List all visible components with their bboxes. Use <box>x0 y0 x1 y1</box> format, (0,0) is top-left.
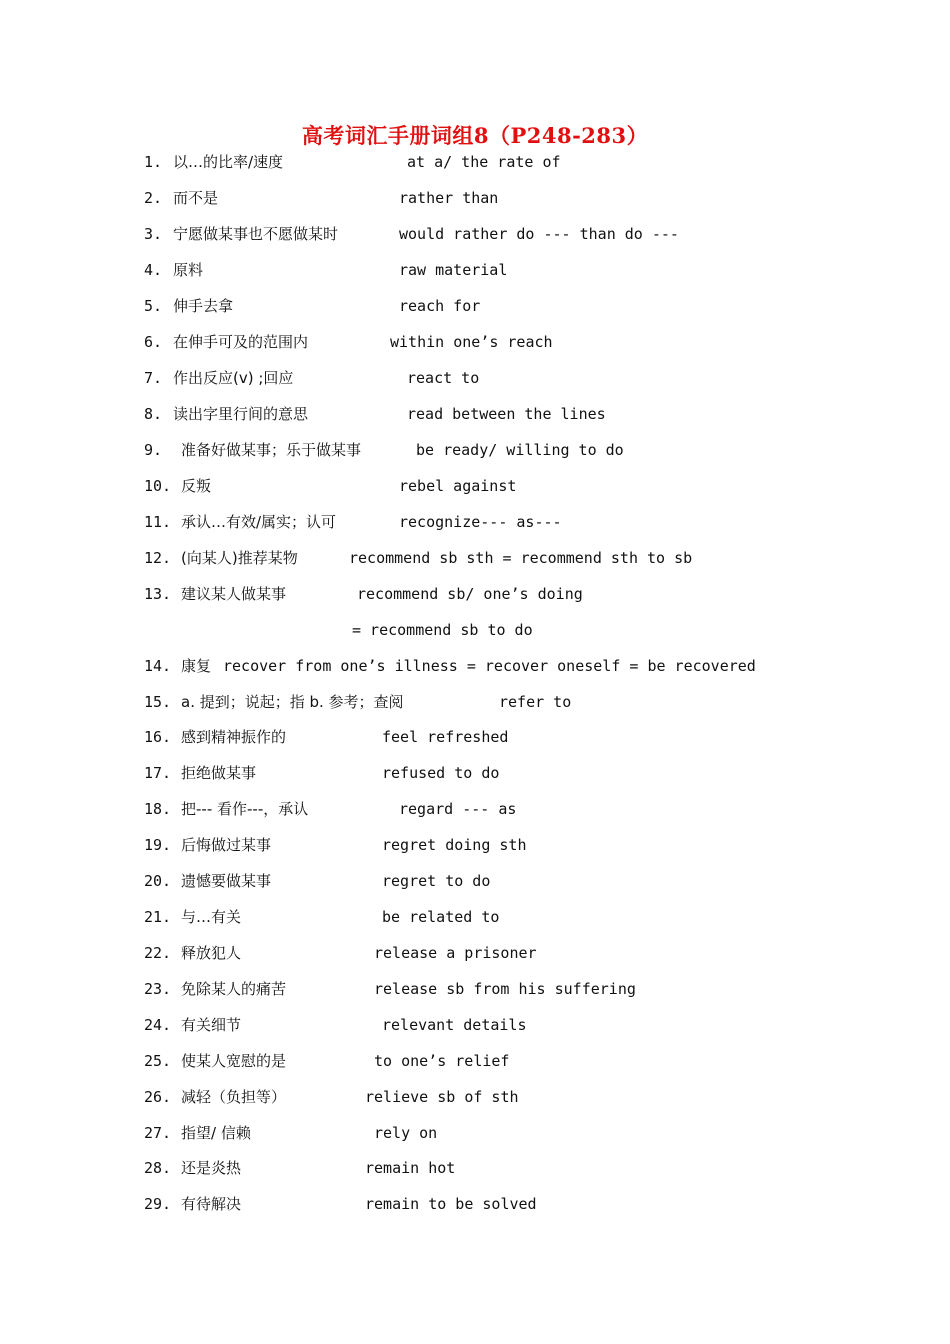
item-number: 16. <box>144 728 172 746</box>
chinese-meaning: 康复 <box>181 657 212 675</box>
item-number: 5. <box>144 297 163 315</box>
list-item <box>0 366 950 390</box>
list-item <box>0 222 950 246</box>
chinese-meaning: 释放犯人 <box>181 944 242 962</box>
item-number: 6. <box>144 333 163 351</box>
item-number: 4. <box>144 261 163 279</box>
english-phrase: relevant details <box>382 1016 527 1034</box>
chinese-meaning: 准备好做某事；乐于做某事 <box>181 441 362 459</box>
chinese-meaning: 有关细节 <box>181 1016 242 1034</box>
chinese-meaning: 作出反应(v) ;回应 <box>173 369 294 387</box>
item-number: 11. <box>144 513 172 531</box>
list-item <box>0 977 950 1001</box>
english-phrase: refer to <box>499 693 572 711</box>
list-item <box>0 1192 950 1216</box>
list-item <box>0 905 950 929</box>
item-number: 17. <box>144 764 172 782</box>
english-phrase: recover from one’s illness = recover oneself = be recovered <box>223 657 756 675</box>
list-item <box>0 1049 950 1073</box>
chinese-meaning: 与…有关 <box>181 908 242 926</box>
item-number: 27. <box>144 1124 172 1142</box>
chinese-meaning: 把--- 看作---，承认 <box>181 800 309 818</box>
english-phrase: rather than <box>399 189 499 207</box>
item-number: 22. <box>144 944 172 962</box>
english-phrase: refused to do <box>382 764 500 782</box>
english-phrase: be related to <box>382 908 500 926</box>
english-phrase: release sb from his suffering <box>374 980 636 998</box>
list-item <box>0 1013 950 1037</box>
list-item <box>0 258 950 282</box>
chinese-meaning: 而不是 <box>173 189 219 207</box>
english-phrase: = recommend sb to do <box>352 621 533 639</box>
list-item <box>0 546 950 570</box>
list-item <box>0 690 950 714</box>
item-number: 25. <box>144 1052 172 1070</box>
chinese-meaning: 使某人宽慰的是 <box>181 1052 287 1070</box>
page-title: 高考词汇手册词组8（P248-283） <box>301 123 649 148</box>
chinese-meaning: 遗憾要做某事 <box>181 872 272 890</box>
list-item <box>0 402 950 426</box>
item-number: 8. <box>144 405 163 423</box>
chinese-meaning: 后悔做过某事 <box>181 836 272 854</box>
list-item <box>0 941 950 965</box>
english-phrase: recommend sb/ one’s doing <box>357 585 583 603</box>
item-number: 20. <box>144 872 172 890</box>
chinese-meaning: 宁愿做某事也不愿做某时 <box>173 225 339 243</box>
item-number: 14. <box>144 657 172 675</box>
list-item <box>0 582 950 606</box>
english-phrase: recommend sb sth = recommend sth to sb <box>349 549 693 567</box>
english-phrase: rely on <box>374 1124 438 1142</box>
chinese-meaning: 指望/ 信赖 <box>181 1124 251 1142</box>
list-item <box>0 294 950 318</box>
english-phrase: raw material <box>399 261 508 279</box>
english-phrase: react to <box>407 369 480 387</box>
english-phrase: reach for <box>399 297 481 315</box>
english-phrase: would rather do --- than do --- <box>399 225 679 243</box>
english-phrase: release a prisoner <box>374 944 537 962</box>
chinese-meaning: 反叛 <box>181 477 212 495</box>
item-number: 29. <box>144 1195 172 1213</box>
list-item <box>0 510 950 534</box>
chinese-meaning: 承认…有效/属实；认可 <box>181 513 337 531</box>
chinese-meaning: 建议某人做某事 <box>181 585 287 603</box>
item-number: 18. <box>144 800 172 818</box>
english-phrase: remain hot <box>365 1159 456 1177</box>
list-item <box>0 833 950 857</box>
item-number: 2. <box>144 189 163 207</box>
list-item <box>0 618 950 642</box>
list-item <box>0 1121 950 1145</box>
english-phrase: rebel against <box>399 477 517 495</box>
list-item <box>0 725 950 749</box>
item-number: 26. <box>144 1088 172 1106</box>
chinese-meaning: 读出字里行间的意思 <box>173 405 309 423</box>
list-item <box>0 330 950 354</box>
english-phrase: regret doing sth <box>382 836 527 854</box>
item-number: 10. <box>144 477 172 495</box>
english-phrase: regard --- as <box>399 800 517 818</box>
chinese-meaning: 伸手去拿 <box>173 297 234 315</box>
list-item <box>0 1085 950 1109</box>
chinese-meaning: (向某人)推荐某物 <box>181 549 298 567</box>
english-phrase: to one’s relief <box>374 1052 510 1070</box>
english-phrase: relieve sb of sth <box>365 1088 519 1106</box>
chinese-meaning: 免除某人的痛苦 <box>181 980 287 998</box>
english-phrase: be ready/ willing to do <box>416 441 624 459</box>
chinese-meaning: 在伸手可及的范围内 <box>173 333 309 351</box>
english-phrase: remain to be solved <box>365 1195 537 1213</box>
list-item <box>0 797 950 821</box>
item-number: 3. <box>144 225 163 243</box>
chinese-meaning: 感到精神振作的 <box>181 728 287 746</box>
item-number: 15. <box>144 693 172 711</box>
list-item <box>0 474 950 498</box>
english-phrase: feel refreshed <box>382 728 509 746</box>
english-phrase: within one’s reach <box>390 333 553 351</box>
item-number: 21. <box>144 908 172 926</box>
chinese-meaning: 还是炎热 <box>181 1159 242 1177</box>
item-number: 23. <box>144 980 172 998</box>
item-number: 7. <box>144 369 163 387</box>
item-number: 24. <box>144 1016 172 1034</box>
english-phrase: regret to do <box>382 872 491 890</box>
chinese-meaning: 原料 <box>173 261 204 279</box>
chinese-meaning: a. 提到；说起；指 b. 参考；查阅 <box>181 693 404 711</box>
chinese-meaning: 减轻（负担等） <box>181 1088 287 1106</box>
item-number: 19. <box>144 836 172 854</box>
english-phrase: read between the lines <box>407 405 606 423</box>
list-item <box>0 654 950 678</box>
item-number: 13. <box>144 585 172 603</box>
list-item <box>0 869 950 893</box>
chinese-meaning: 有待解决 <box>181 1195 242 1213</box>
chinese-meaning: 拒绝做某事 <box>181 764 257 782</box>
list-item <box>0 1156 950 1180</box>
item-number: 1. <box>144 153 163 171</box>
english-phrase: recognize--- as--- <box>399 513 562 531</box>
list-item <box>0 761 950 785</box>
item-number: 28. <box>144 1159 172 1177</box>
item-number: 12. <box>144 549 172 567</box>
chinese-meaning: 以…的比率/速度 <box>173 153 284 171</box>
english-phrase: at a/ the rate of <box>407 153 561 171</box>
list-item <box>0 150 950 174</box>
item-number: 9. <box>144 441 163 459</box>
list-item <box>0 186 950 210</box>
list-item <box>0 438 950 462</box>
